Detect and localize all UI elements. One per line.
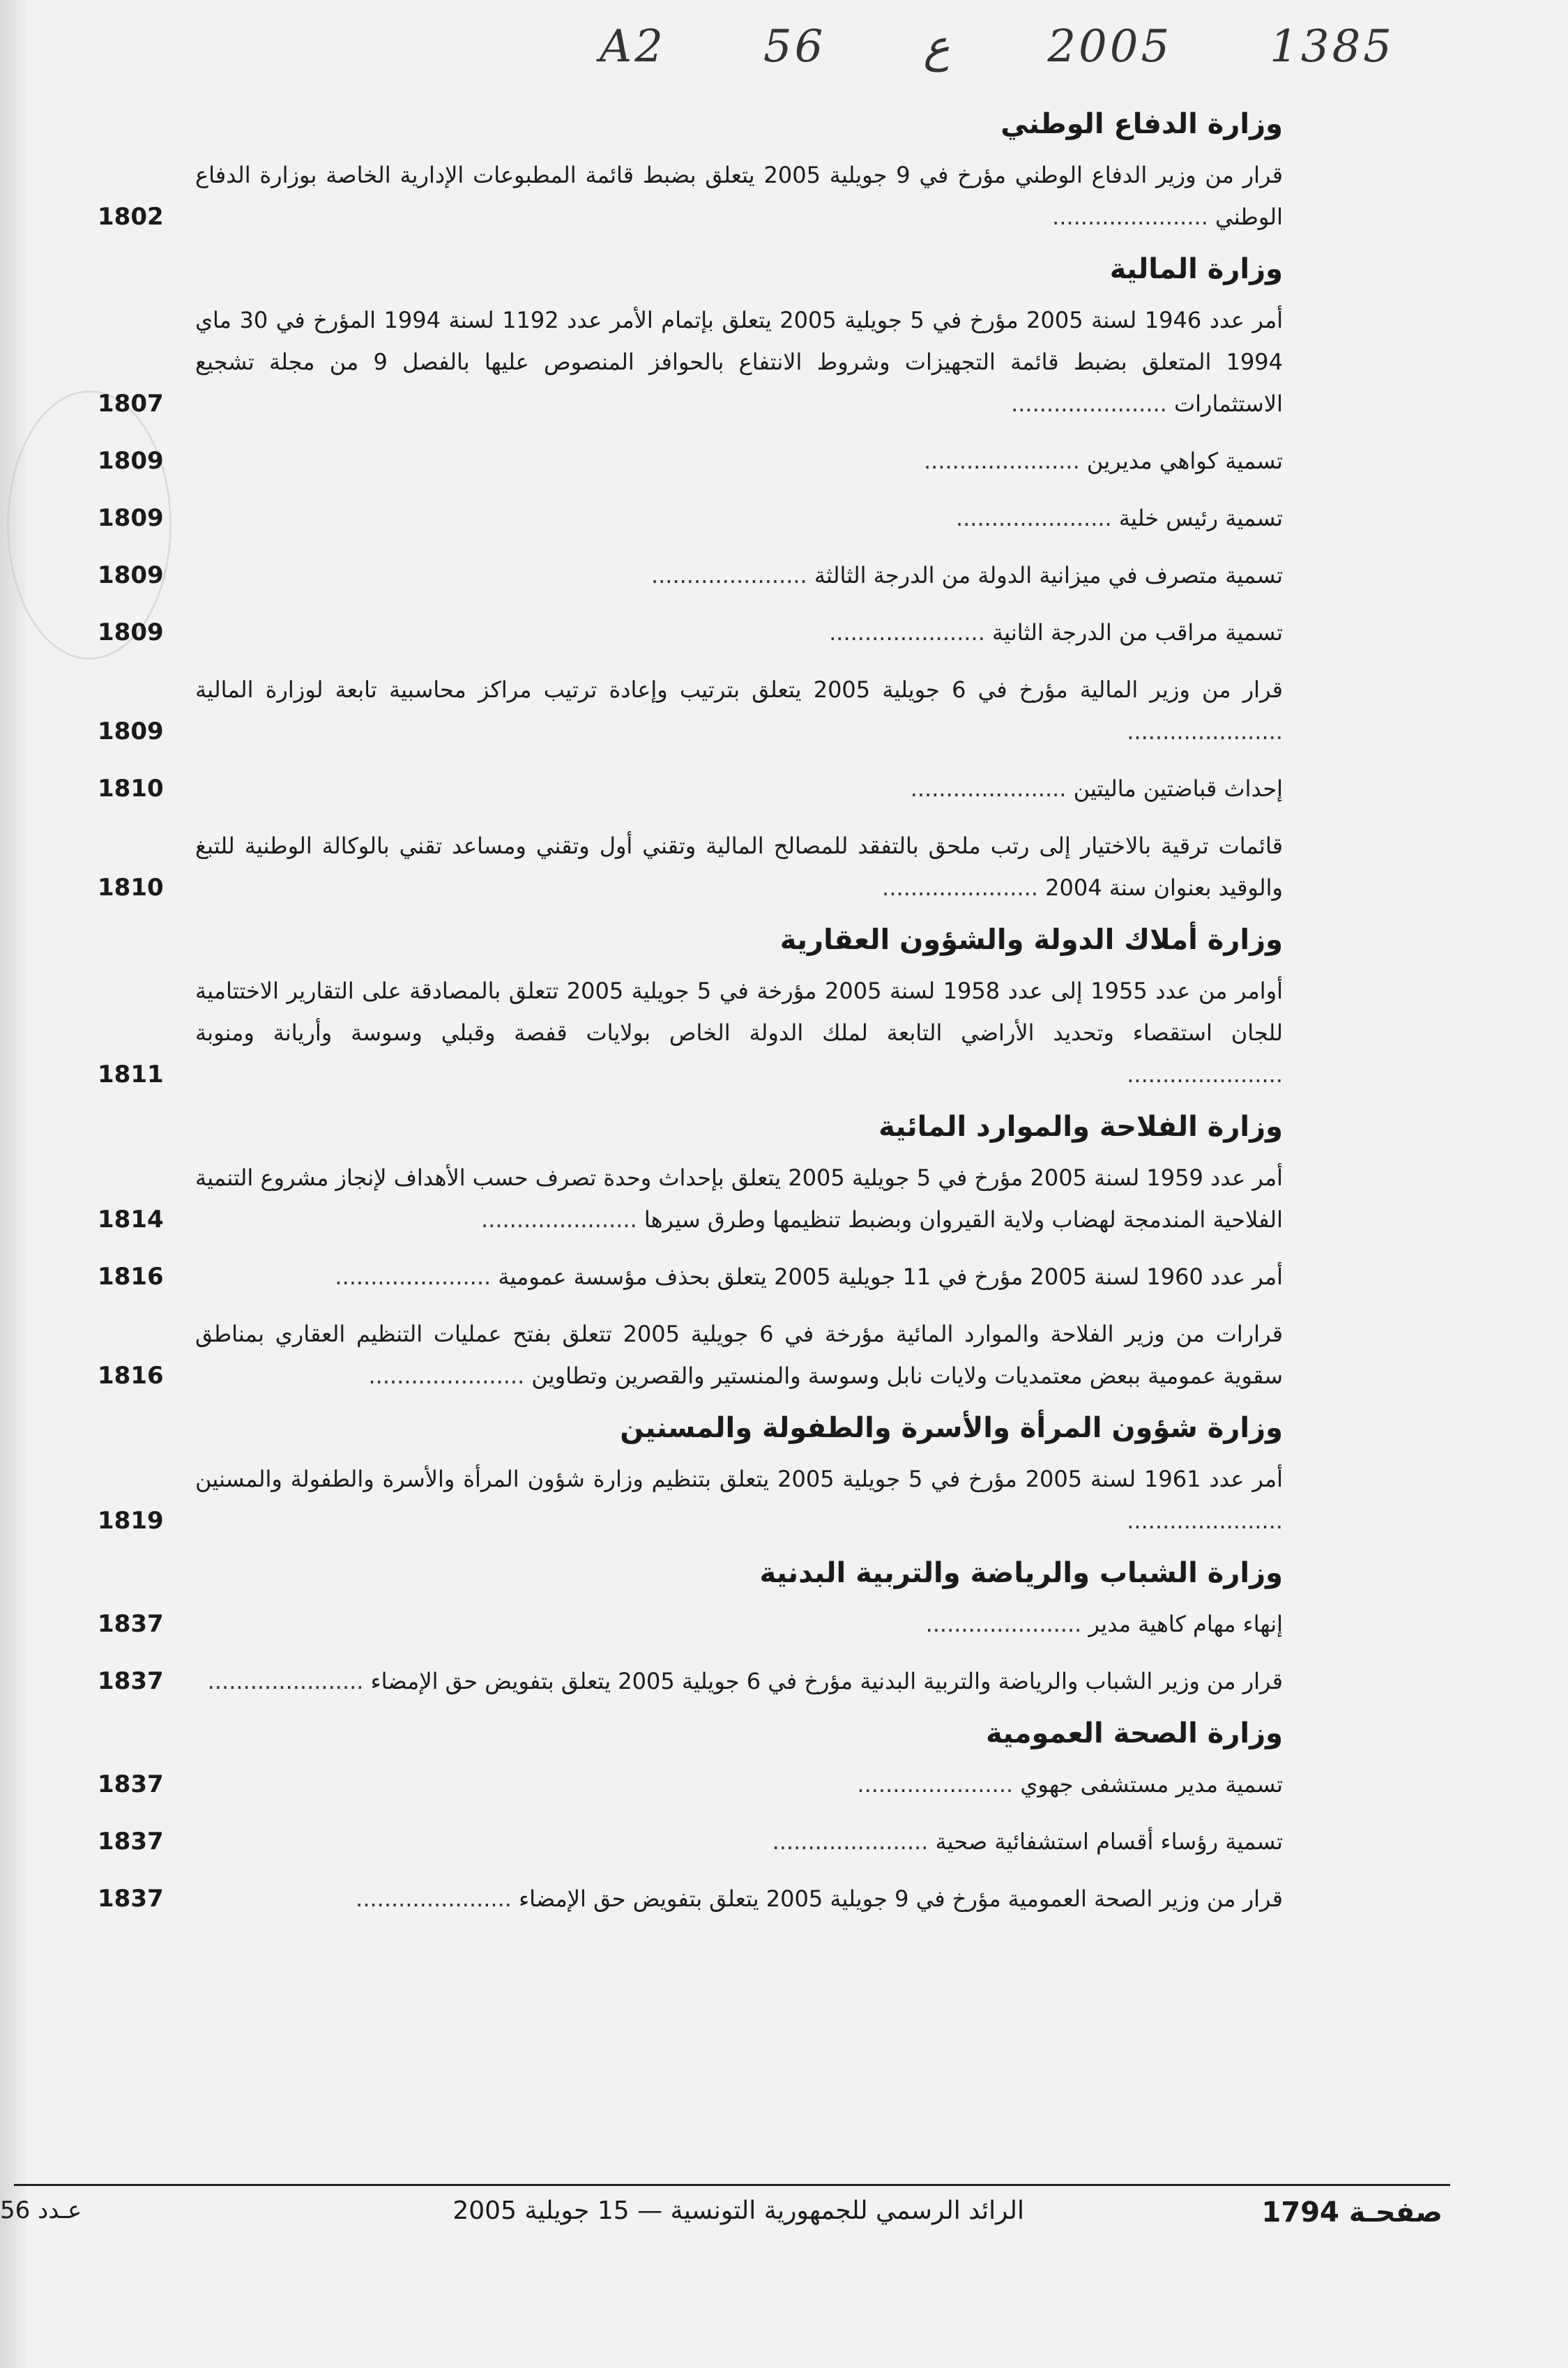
toc-entry-title: أمر عدد 1961 لسنة 2005 مؤرخ في 5 جويلية 2005 يتعلق بتنظيم وزارة شؤون المرأة والأسرة والطفولة والمسنين	[195, 1466, 1284, 1492]
toc-entry-title: إنهاء مهام كاهية مدير	[1088, 1611, 1283, 1637]
toc-page-number: 1809	[98, 504, 164, 532]
toc-entry-title: تسمية متصرف في ميزانية الدولة من الدرجة الثالثة	[814, 562, 1283, 589]
dot-leader: ......................	[829, 619, 993, 646]
toc-entry	[98, 1878, 1283, 1920]
toc-entry	[98, 497, 1283, 539]
toc-entry	[98, 554, 1283, 596]
toc-page-number: 1809	[98, 618, 164, 646]
table-of-contents	[98, 94, 1283, 1935]
toc-page-number: 1837	[98, 1885, 164, 1913]
dot-leader: ......................	[857, 1771, 1021, 1798]
section-heading: وزارة أملاك الدولة والشؤون العقارية	[779, 924, 1283, 956]
toc-page-number: 1814	[98, 1206, 164, 1234]
toc-entry-text	[195, 970, 1283, 1095]
dot-leader: ......................	[882, 874, 1046, 901]
toc-entry	[98, 1821, 1283, 1862]
handwritten-4: 2005	[1047, 21, 1173, 73]
toc-entry-title: تسمية كواهي مديرين	[1086, 448, 1283, 474]
page-edge	[0, 0, 26, 2368]
footer-journal-title: الرائد الرسمي للجمهورية التونسية — 15 جويلية 2005	[452, 2196, 1024, 2225]
toc-entry	[98, 1458, 1283, 1542]
dot-leader: ......................	[650, 562, 814, 589]
toc-entry	[98, 1313, 1283, 1397]
dot-leader: ......................	[955, 505, 1119, 531]
toc-entry	[98, 1603, 1283, 1645]
toc-page-number: 1809	[98, 561, 164, 589]
toc-entry-title: أمر عدد 1959 لسنة 2005 مؤرخ في 5 جويلية 2005 يتعلق بإحداث وحدة تصرف حسب الأهداف لإنجاز مشروع التنمية الفلاحية المندمجة لهضاب ولاية القيروان وبضبط تنظيمها وطرق سيرها	[195, 1164, 1284, 1233]
toc-page-number: 1816	[98, 1362, 164, 1390]
toc-entry-text	[195, 768, 1283, 810]
page-footer	[0, 2196, 1568, 2245]
section-heading: وزارة المالية	[1109, 253, 1283, 285]
toc-page-number: 1819	[98, 1507, 164, 1535]
dot-leader: ......................	[356, 1885, 519, 1912]
toc-entry	[98, 440, 1283, 482]
toc-entry-title: قرار من وزير المالية مؤرخ في 6 جويلية 2005 يتعلق بترتيب وإعادة ترتيب مراكز محاسبية تابعة لوزارة المالية	[195, 676, 1284, 703]
toc-entry-text	[195, 1256, 1283, 1298]
dot-leader: ......................	[772, 1828, 936, 1855]
toc-entry-text	[195, 612, 1283, 653]
toc-page-number: 1809	[98, 718, 164, 745]
toc-entry-title: قرار من وزير الصحة العمومية مؤرخ في 9 جويلية 2005 يتعلق بتفويض حق الإمضاء	[519, 1885, 1283, 1912]
dot-leader: ......................	[207, 1668, 371, 1694]
toc-entry-title: قرار من وزير الشباب والرياضة والتربية البدنية مؤرخ في 6 جويلية 2005 يتعلق بتفويض حق الإمضاء	[370, 1668, 1283, 1694]
toc-entry	[98, 1763, 1283, 1805]
dot-leader: ......................	[335, 1263, 498, 1290]
toc-entry	[98, 1660, 1283, 1702]
section-heading: وزارة الفلاحة والموارد المائية	[878, 1111, 1283, 1143]
toc-entry-title: قرارات من وزير الفلاحة والموارد المائية مؤرخة في 6 جويلية 2005 تتعلق بفتح عمليات التنظيم العقاري بمناطق سقوية عمومية ببعض معتمديات ولايات نابل وسوسة والمنستير والقصرين وتطاوين	[195, 1321, 1284, 1389]
toc-entry	[98, 825, 1283, 909]
dot-leader: ......................	[923, 448, 1087, 474]
toc-page-number: 1811	[98, 1061, 164, 1088]
dot-leader: ......................	[480, 1206, 644, 1233]
section-heading: وزارة الدفاع الوطني	[1000, 108, 1283, 140]
toc-entry	[98, 669, 1283, 752]
section-heading: وزارة الشباب والرياضة والتربية البدنية	[759, 1557, 1283, 1589]
toc-page-number: 1810	[98, 775, 164, 803]
dot-leader: ......................	[1011, 390, 1175, 417]
toc-entry-title: تسمية رؤساء أقسام استشفائية صحية	[935, 1828, 1283, 1855]
dot-leader: ......................	[1127, 1508, 1283, 1534]
dot-leader: ......................	[1127, 718, 1283, 745]
toc-entry	[98, 1256, 1283, 1298]
handwritten-3: ع	[923, 21, 950, 73]
toc-entry-text	[195, 1878, 1283, 1920]
toc-page-number: 1837	[98, 1770, 164, 1798]
toc-page-number: 1816	[98, 1263, 164, 1291]
toc-page-number: 1809	[98, 447, 164, 475]
toc-page-number: 1807	[98, 390, 164, 418]
toc-entry-text	[195, 1157, 1283, 1240]
dot-leader: ......................	[910, 775, 1074, 802]
toc-page-number: 1837	[98, 1610, 164, 1638]
section-heading: وزارة الصحة العمومية	[986, 1717, 1283, 1750]
toc-page-number: 1810	[98, 874, 164, 902]
toc-entry	[98, 768, 1283, 810]
toc-entry	[98, 612, 1283, 653]
handwritten-1: A2	[600, 21, 666, 73]
toc-entry-text	[195, 554, 1283, 596]
toc-entry	[98, 1157, 1283, 1240]
toc-entry-text	[195, 1763, 1283, 1805]
toc-entry-text	[195, 1603, 1283, 1645]
toc-entry	[98, 299, 1283, 425]
dot-leader: ......................	[925, 1611, 1089, 1637]
toc-entry-title: قرار من وزير الدفاع الوطني مؤرخ في 9 جويلية 2005 يتعلق بضبط قائمة المطبوعات الإدارية الخاصة بوزارة الدفاع الوطني	[195, 162, 1284, 230]
toc-entry-text	[195, 1821, 1283, 1862]
toc-entry-title: تسمية رئيس خلية	[1118, 505, 1283, 531]
toc-entry	[98, 154, 1283, 238]
toc-entry	[98, 970, 1283, 1095]
toc-entry-text	[195, 440, 1283, 482]
footer-issue-number: عـدد 56	[0, 2196, 82, 2224]
toc-entry-text	[195, 497, 1283, 539]
toc-entry-text	[195, 154, 1283, 238]
toc-entry-title: أمر عدد 1946 لسنة 2005 مؤرخ في 5 جويلية 2005 يتعلق بإتمام الأمر عدد 1192 لسنة 1994 المؤرخ في 30 ماي 1994 المتعلق بضبط قائمة التجهيزات وشروط الانتفاع بالحوافز المنصوص عليها بالفصل 9 من مجلة تشجيع الاستثمارات	[195, 307, 1284, 417]
toc-entry-text	[195, 299, 1283, 425]
toc-entry-title: أمر عدد 1960 لسنة 2005 مؤرخ في 11 جويلية 2005 يتعلق بحذف مؤسسة عمومية	[498, 1263, 1283, 1290]
toc-entry-title: تسمية مدير مستشفى جهوي	[1020, 1771, 1283, 1798]
toc-entry-title: تسمية مراقب من الدرجة الثانية	[992, 619, 1283, 646]
footer-divider	[14, 2184, 1450, 2186]
toc-entry-text	[195, 669, 1283, 752]
dot-leader: ......................	[368, 1363, 532, 1389]
toc-page-number: 1837	[98, 1828, 164, 1855]
dot-leader: ......................	[1127, 1061, 1283, 1088]
handwritten-2: 56	[763, 21, 826, 73]
handwritten-note	[600, 21, 1394, 77]
toc-entry-text	[195, 1660, 1283, 1702]
toc-page-number: 1837	[98, 1667, 164, 1695]
toc-entry-text	[195, 1458, 1283, 1542]
toc-page-number: 1802	[98, 203, 164, 231]
section-heading: وزارة شؤون المرأة والأسرة والطفولة والمسنين	[620, 1412, 1283, 1444]
footer-page-number: صفحـة 1794	[1261, 2196, 1443, 2229]
dot-leader: ......................	[1052, 204, 1216, 230]
toc-entry-title: أوامر من عدد 1955 إلى عدد 1958 لسنة 2005 مؤرخة في 5 جويلية 2005 تتعلق بالمصادقة على التقارير الاختتامية للجان استقصاء وتحديد الأراضي التابعة لملك الدولة الخاص بولايات قفصة وقبلي وسوسة وأريانة ومنوبة	[195, 978, 1284, 1046]
handwritten-5: 1385	[1270, 21, 1394, 73]
toc-entry-text	[195, 1313, 1283, 1397]
toc-entry-title: إحداث قباضتين ماليتين	[1073, 775, 1283, 802]
toc-entry-text	[195, 825, 1283, 909]
toc-entry-title: قائمات ترقية بالاختيار إلى رتب ملحق بالتفقد للمصالح المالية وتقني أول وتقني ومساعد تقني بالوكالة الوطنية للتبغ والوقيد بعنوان سنة 2004	[195, 833, 1283, 901]
